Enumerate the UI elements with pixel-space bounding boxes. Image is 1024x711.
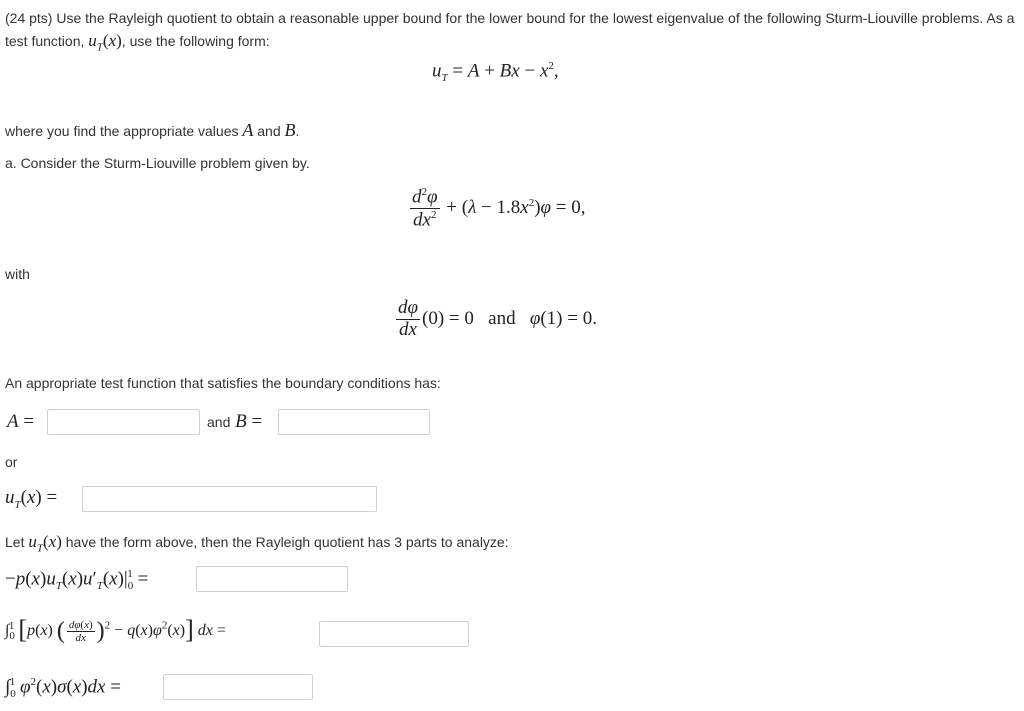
A-input[interactable] <box>47 409 200 435</box>
appropriate-text: An appropriate test function that satisfies the boundary conditions has: <box>5 375 441 391</box>
integral-2-label: $\int_0^1$ $\varphi^2(x)\sigma(x)dx$ = <box>5 676 121 701</box>
intro-line-2-pre: test function, <box>5 33 89 49</box>
where-post: . <box>295 123 300 139</box>
intro-line-1: (24 pts) Use the Rayleigh quotient to obtain a reasonable upper bound for the lower bound for the lowest eigenvalue of the following Sturm-Liouville problems. As a <box>5 10 1015 26</box>
integral-1-label: $\int_0^1$ [p(x) ( $\frac{d\varphi(x)}{dx}$ )$^2 - q(x)\varphi^2(x)$] dx = <box>5 615 226 644</box>
B-label: and B = <box>207 411 263 432</box>
integral-2-input[interactable] <box>163 674 313 700</box>
boundary-conditions: $\frac{d\varphi}{dx}$ (0) = 0 and φ(1) = 0. <box>398 297 597 340</box>
let-line: Let $u_T(x)$ have the form above, then the Rayleigh quotient has 3 parts to analyze: <box>5 532 509 555</box>
let-post: have the form above, then the Rayleigh quotient has 3 parts to analyze: <box>61 534 509 550</box>
boundary-term-input[interactable] <box>196 566 348 592</box>
integral-1-input[interactable] <box>319 621 469 647</box>
intro-line-2-post: , use the following form: <box>121 33 270 49</box>
boundary-term-label: $-p(x)u_T(x)u'_T(x)|_0^1$ = <box>5 568 149 593</box>
with-text: with <box>5 266 30 282</box>
test-function-equation: $u_T = A + Bx - x^2$, <box>432 60 559 85</box>
A-label: A = <box>7 411 35 432</box>
uT-label: $u_T(x)$ = <box>5 487 58 511</box>
where-line: where you find the appropriate values A and B. <box>5 120 300 140</box>
part-a-text: a. Consider the Sturm-Liouville problem given by. <box>5 155 310 171</box>
let-pre: Let <box>5 534 29 550</box>
where-pre: where you find the appropriate values <box>5 123 243 139</box>
uT-input[interactable] <box>82 486 377 512</box>
or-text: or <box>5 454 18 470</box>
ode-equation: $\frac{d^2\varphi}{dx^2}$ + $(\lambda - 1.8x^2)\varphi = 0$, <box>412 186 586 231</box>
where-mid: and <box>253 123 285 139</box>
uT-of-x-inline: $u_T$ <box>88 31 103 54</box>
B-input[interactable] <box>278 409 430 435</box>
and-label: and <box>207 414 231 430</box>
intro-line-2: test function, $u_T(x)$, use the following form: <box>5 31 270 54</box>
